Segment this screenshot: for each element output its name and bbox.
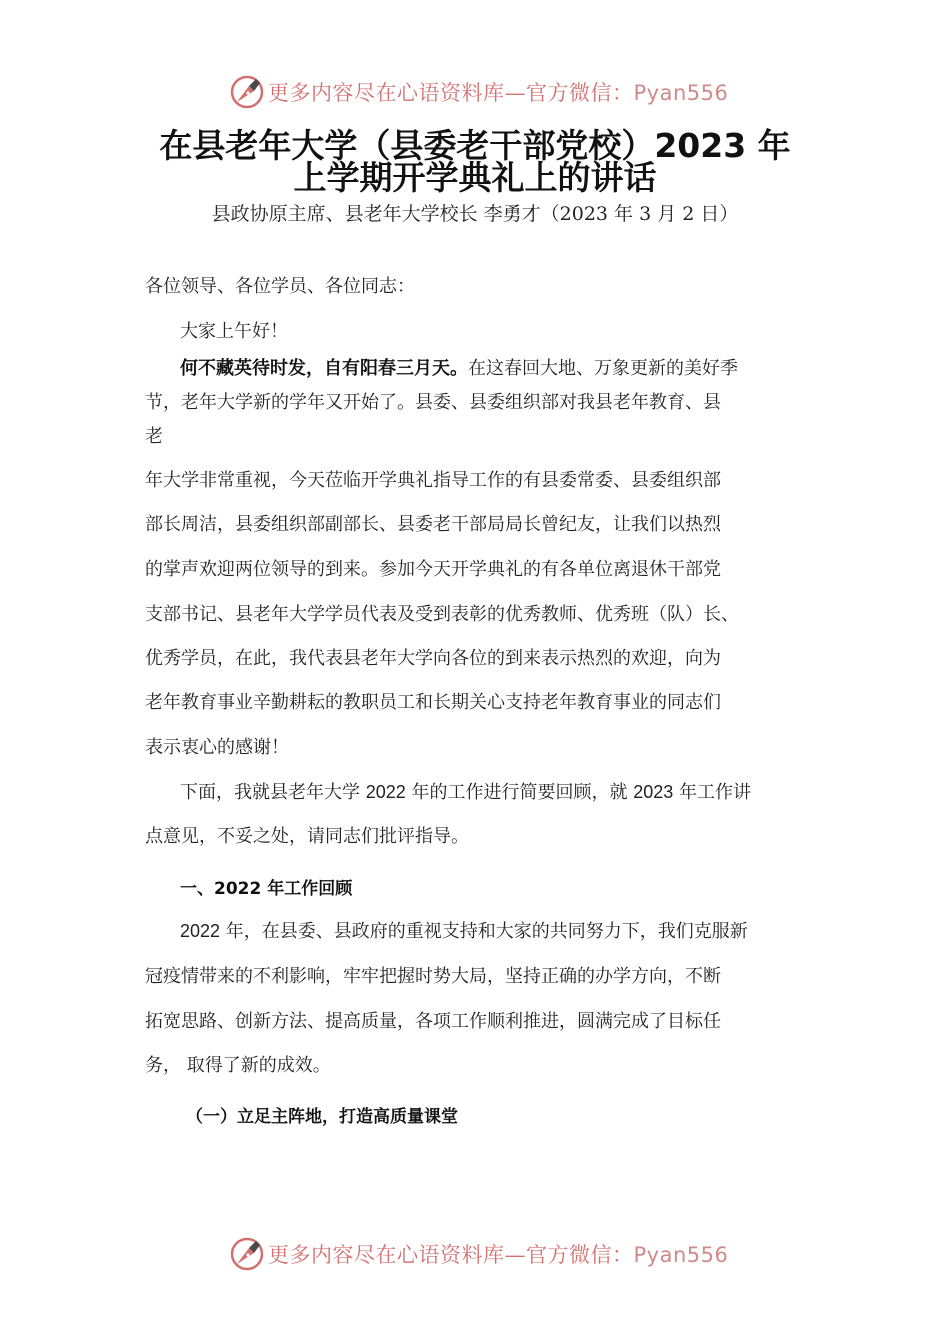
para3-line-1: 2022 年，在县委、县政府的重视支持和大家的共同努力下，我们克服新 [180, 921, 748, 942]
para1-line-9: 老年教育事业辛勤耕耘的教职员工和长期关心支持老年教育事业的同志们 [145, 692, 721, 713]
pen-nib-logo-icon [229, 1236, 265, 1272]
para1-lead-quote: 何不藏英待时发，自有阳春三月天。 [180, 358, 468, 379]
salutation: 各位领导、各位学员、各位同志： [145, 276, 415, 297]
pen-nib-logo-icon [229, 74, 265, 110]
wechat-id: Pyan556 [633, 1243, 729, 1267]
watermark-banner-bottom [0, 1232, 950, 1276]
page-title-line-1: 在县老年大学（县委老干部党校）2023 年 [159, 126, 791, 165]
para3-line-4: 务， 取得了新的成效。 [145, 1055, 331, 1076]
speaker-byline: 县政协原主席、县老年大学校长 李勇才（2023 年 3 月 2 日） [211, 203, 739, 225]
para1-line-2: 节，老年大学新的学年又开始了。县委、县委组织部对我县老年教育、县 [145, 392, 721, 413]
watermark-text: 更多内容尽在心语资料库—官方微信：Pyan556 [268, 81, 729, 105]
para1-line-10: 表示衷心的感谢！ [145, 737, 289, 758]
para1-line-1: 何不藏英待时发，自有阳春三月天。在这春回大地、万象更新的美好季 [180, 358, 738, 379]
greeting: 大家上午好！ [180, 321, 288, 342]
watermark-text: 更多内容尽在心语资料库—官方微信：Pyan556 [268, 1243, 729, 1267]
para1-line-4: 年大学非常重视，今天莅临开学典礼指导工作的有县委常委、县委组织部 [145, 470, 721, 491]
section-heading-1: 一、2022 年工作回顾 [180, 879, 353, 899]
para1-line-6: 的掌声欢迎两位领导的到来。参加今天开学典礼的有各单位离退休干部党 [145, 559, 721, 580]
para1-line-7: 支部书记、县老年大学学员代表及受到表彰的优秀教师、优秀班（队）长、 [145, 604, 739, 625]
para3-line-3: 拓宽思路、创新方法、提高质量，各项工作顺利推进，圆满完成了目标任 [145, 1011, 721, 1032]
watermark-banner-top [0, 70, 950, 114]
para3-line-2: 冠疫情带来的不利影响，牢牢把握时势大局，坚持正确的办学方向，不断 [145, 966, 721, 987]
para1-line-5: 部长周洁，县委组织部副部长、县委老干部局局长曾纪友，让我们以热烈 [145, 514, 721, 535]
para2-line-2: 点意见，不妥之处，请同志们批评指导。 [145, 826, 469, 847]
section-heading-2: （一）立足主阵地，打造高质量课堂 [186, 1107, 458, 1127]
wechat-id: Pyan556 [633, 81, 729, 105]
page-title-line-2: 上学期开学典礼上的讲话 [293, 158, 657, 197]
para2-line-1: 下面，我就县老年大学 2022 年的工作进行简要回顾，就 2023 年工作讲 [180, 782, 752, 803]
para1-line-8: 优秀学员，在此，我代表县老年大学向各位的到来表示热烈的欢迎，向为 [145, 648, 721, 669]
para1-line-3: 老 [145, 426, 163, 447]
